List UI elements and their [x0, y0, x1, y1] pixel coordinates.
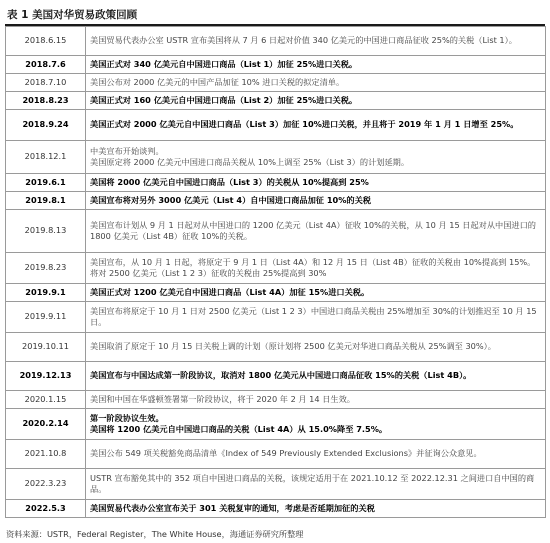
event-line: 美国贸易代表办公室 USTR 宣布美国将从 7 月 6 日起对价值 340 亿美元的中国进口商品征收 25%的关税（List 1）。: [90, 35, 517, 46]
row-event: [86, 253, 546, 284]
row-event: [86, 141, 546, 174]
row-date: 2018.7.6: [6, 56, 86, 74]
event-line: 美国公布对 2000 亿美元的中国产品加征 10% 进口关税的拟定清单。: [90, 76, 345, 87]
row-event: [86, 409, 546, 440]
table-row: [6, 27, 546, 56]
event-line: 第一阶段协议生效。: [90, 412, 164, 423]
table-row: [6, 74, 546, 92]
row-date: 2019.6.1: [6, 174, 86, 192]
row-event: [86, 27, 546, 56]
event-line: 美国宣布计划从 9 月 1 日起对从中国进口的 1200 亿美元（List 4A）征收 10%的关税，从 10 月 15 日起对从中国进口的 1800 亿美元（List 4B）征收 10%的关税。: [90, 219, 536, 241]
table-row: [6, 469, 546, 500]
row-date: 2019.9.1: [6, 284, 86, 302]
row-date: 2019.12.13: [6, 362, 86, 391]
row-date: 2019.8.1: [6, 192, 86, 210]
row-event: [86, 174, 546, 192]
table-row: [6, 440, 546, 469]
table-row: [6, 92, 546, 110]
row-event: [86, 333, 546, 362]
row-date: 2019.9.11: [6, 302, 86, 333]
table-body: [6, 27, 546, 518]
table-row: [6, 110, 546, 141]
row-date: 2018.7.10: [6, 74, 86, 92]
row-event: [86, 362, 546, 391]
row-date: 2021.10.8: [6, 440, 86, 469]
event-line: 美国宣布，从 10 月 1 日起，将原定于 9 月 1 日（List 4A）和 12 月 15 日（List 4B）征收的关税由 10%提高到 15%。将对 2500 亿美元（List 1 2 3）征收的关税由 25%提高到 30%: [90, 256, 536, 278]
table-row: [6, 500, 546, 518]
source-note: 资料来源：USTR，Federal Register，The White House，海通证券研究所整理: [6, 529, 304, 539]
event-line: 美国宣布将对另外 3000 亿美元（List 4）自中国进口商品加征 10%的关税: [90, 194, 371, 205]
event-line: 美国贸易代表办公室宣布关于 301 关税复审的通知，考虑是否延期加征的关税: [90, 502, 375, 513]
event-line: 美国正式对 160 亿美元自中国进口商品（List 2）加征 25%进口关税。: [90, 94, 358, 105]
event-line: 美国和中国在华盛顿签署第一阶段协议，将于 2020 年 2 月 14 日生效。: [90, 393, 355, 404]
row-event: [86, 391, 546, 409]
row-date: 2018.9.24: [6, 110, 86, 141]
row-date: 2022.3.23: [6, 469, 86, 500]
row-date: 2018.8.23: [6, 92, 86, 110]
event-line: 美国公布 549 项关税豁免商品清单《Index of 549 Previously Extended Exclusions》并征询公众意见。: [90, 448, 482, 459]
event-line: 中美宣布开始谈判。: [90, 145, 164, 156]
table-caption: 表 1 美国对华贸易政策回顾: [5, 4, 545, 26]
table-row: [6, 192, 546, 210]
row-date: 2019.10.11: [6, 333, 86, 362]
table-row: [6, 56, 546, 74]
row-date: 2019.8.13: [6, 210, 86, 253]
row-event: [86, 440, 546, 469]
event-line: 美国将 2000 亿美元自中国进口商品（List 3）的关税从 10%提高到 25%: [90, 176, 369, 187]
row-event: [86, 500, 546, 518]
table-row: [6, 409, 546, 440]
event-line: 美国宣布将原定于 10 月 1 日对 2500 亿美元（List 1 2 3）中国进口商品关税由 25%增加至 30%的计划推迟至 10 月 15 日。: [90, 305, 537, 327]
event-line: 美国宣布与中国达成第一阶段协议，取消对 1800 亿美元从中国进口商品征收 15%的关税（List 4B）。: [90, 370, 472, 381]
row-event: [86, 469, 546, 500]
table-row: [6, 253, 546, 284]
event-line: 美国正式对 2000 亿美元自中国进口商品（List 3）加征 10%进口关税，并且将于 2019 年 1 月 1 日增至 25%。: [90, 119, 519, 130]
row-date: 2020.2.14: [6, 409, 86, 440]
table-row: [6, 333, 546, 362]
row-date: 2019.8.23: [6, 253, 86, 284]
row-event: [86, 92, 546, 110]
row-event: [86, 302, 546, 333]
event-line: USTR 宣布豁免其中的 352 项自中国进口商品的关税，该规定适用于在 2021.10.12 至 2022.12.31 之间进口自中国的商品。: [90, 472, 535, 494]
event-line: 美国将 1200 亿美元自中国进口商品的关税（List 4A）从 15.0%降至 7.5%。: [90, 424, 388, 434]
table-row: [6, 210, 546, 253]
row-event: [86, 192, 546, 210]
row-date: 2020.1.15: [6, 391, 86, 409]
table-row: [6, 362, 546, 391]
event-line: 美国正式对 1200 亿美元自中国进口商品（List 4A）加征 15%进口关税。: [90, 286, 370, 297]
row-event: [86, 74, 546, 92]
row-date: 2018.6.15: [6, 27, 86, 56]
table-row: [6, 391, 546, 409]
trade-policy-table: [5, 26, 546, 518]
row-date: 2018.12.1: [6, 141, 86, 174]
table-row: [6, 284, 546, 302]
row-event: [86, 284, 546, 302]
table-row: [6, 174, 546, 192]
row-event: [86, 56, 546, 74]
event-line: 美国正式对 340 亿美元自中国进口商品（List 1）加征 25%进口关税。: [90, 58, 358, 69]
row-date: 2022.5.3: [6, 500, 86, 518]
event-line: 美国取消了原定于 10 月 15 日关税上调的计划（原计划将 2500 亿美元对华进口商品关税从 25%调至 30%）。: [90, 341, 496, 352]
table-row: [6, 141, 546, 174]
event-line: 美国原定将 2000 亿美元中国进口商品关税从 10%上调至 25%（List 3）的计划延期。: [90, 157, 410, 167]
row-event: [86, 110, 546, 141]
table-row: [6, 302, 546, 333]
row-event: [86, 210, 546, 253]
